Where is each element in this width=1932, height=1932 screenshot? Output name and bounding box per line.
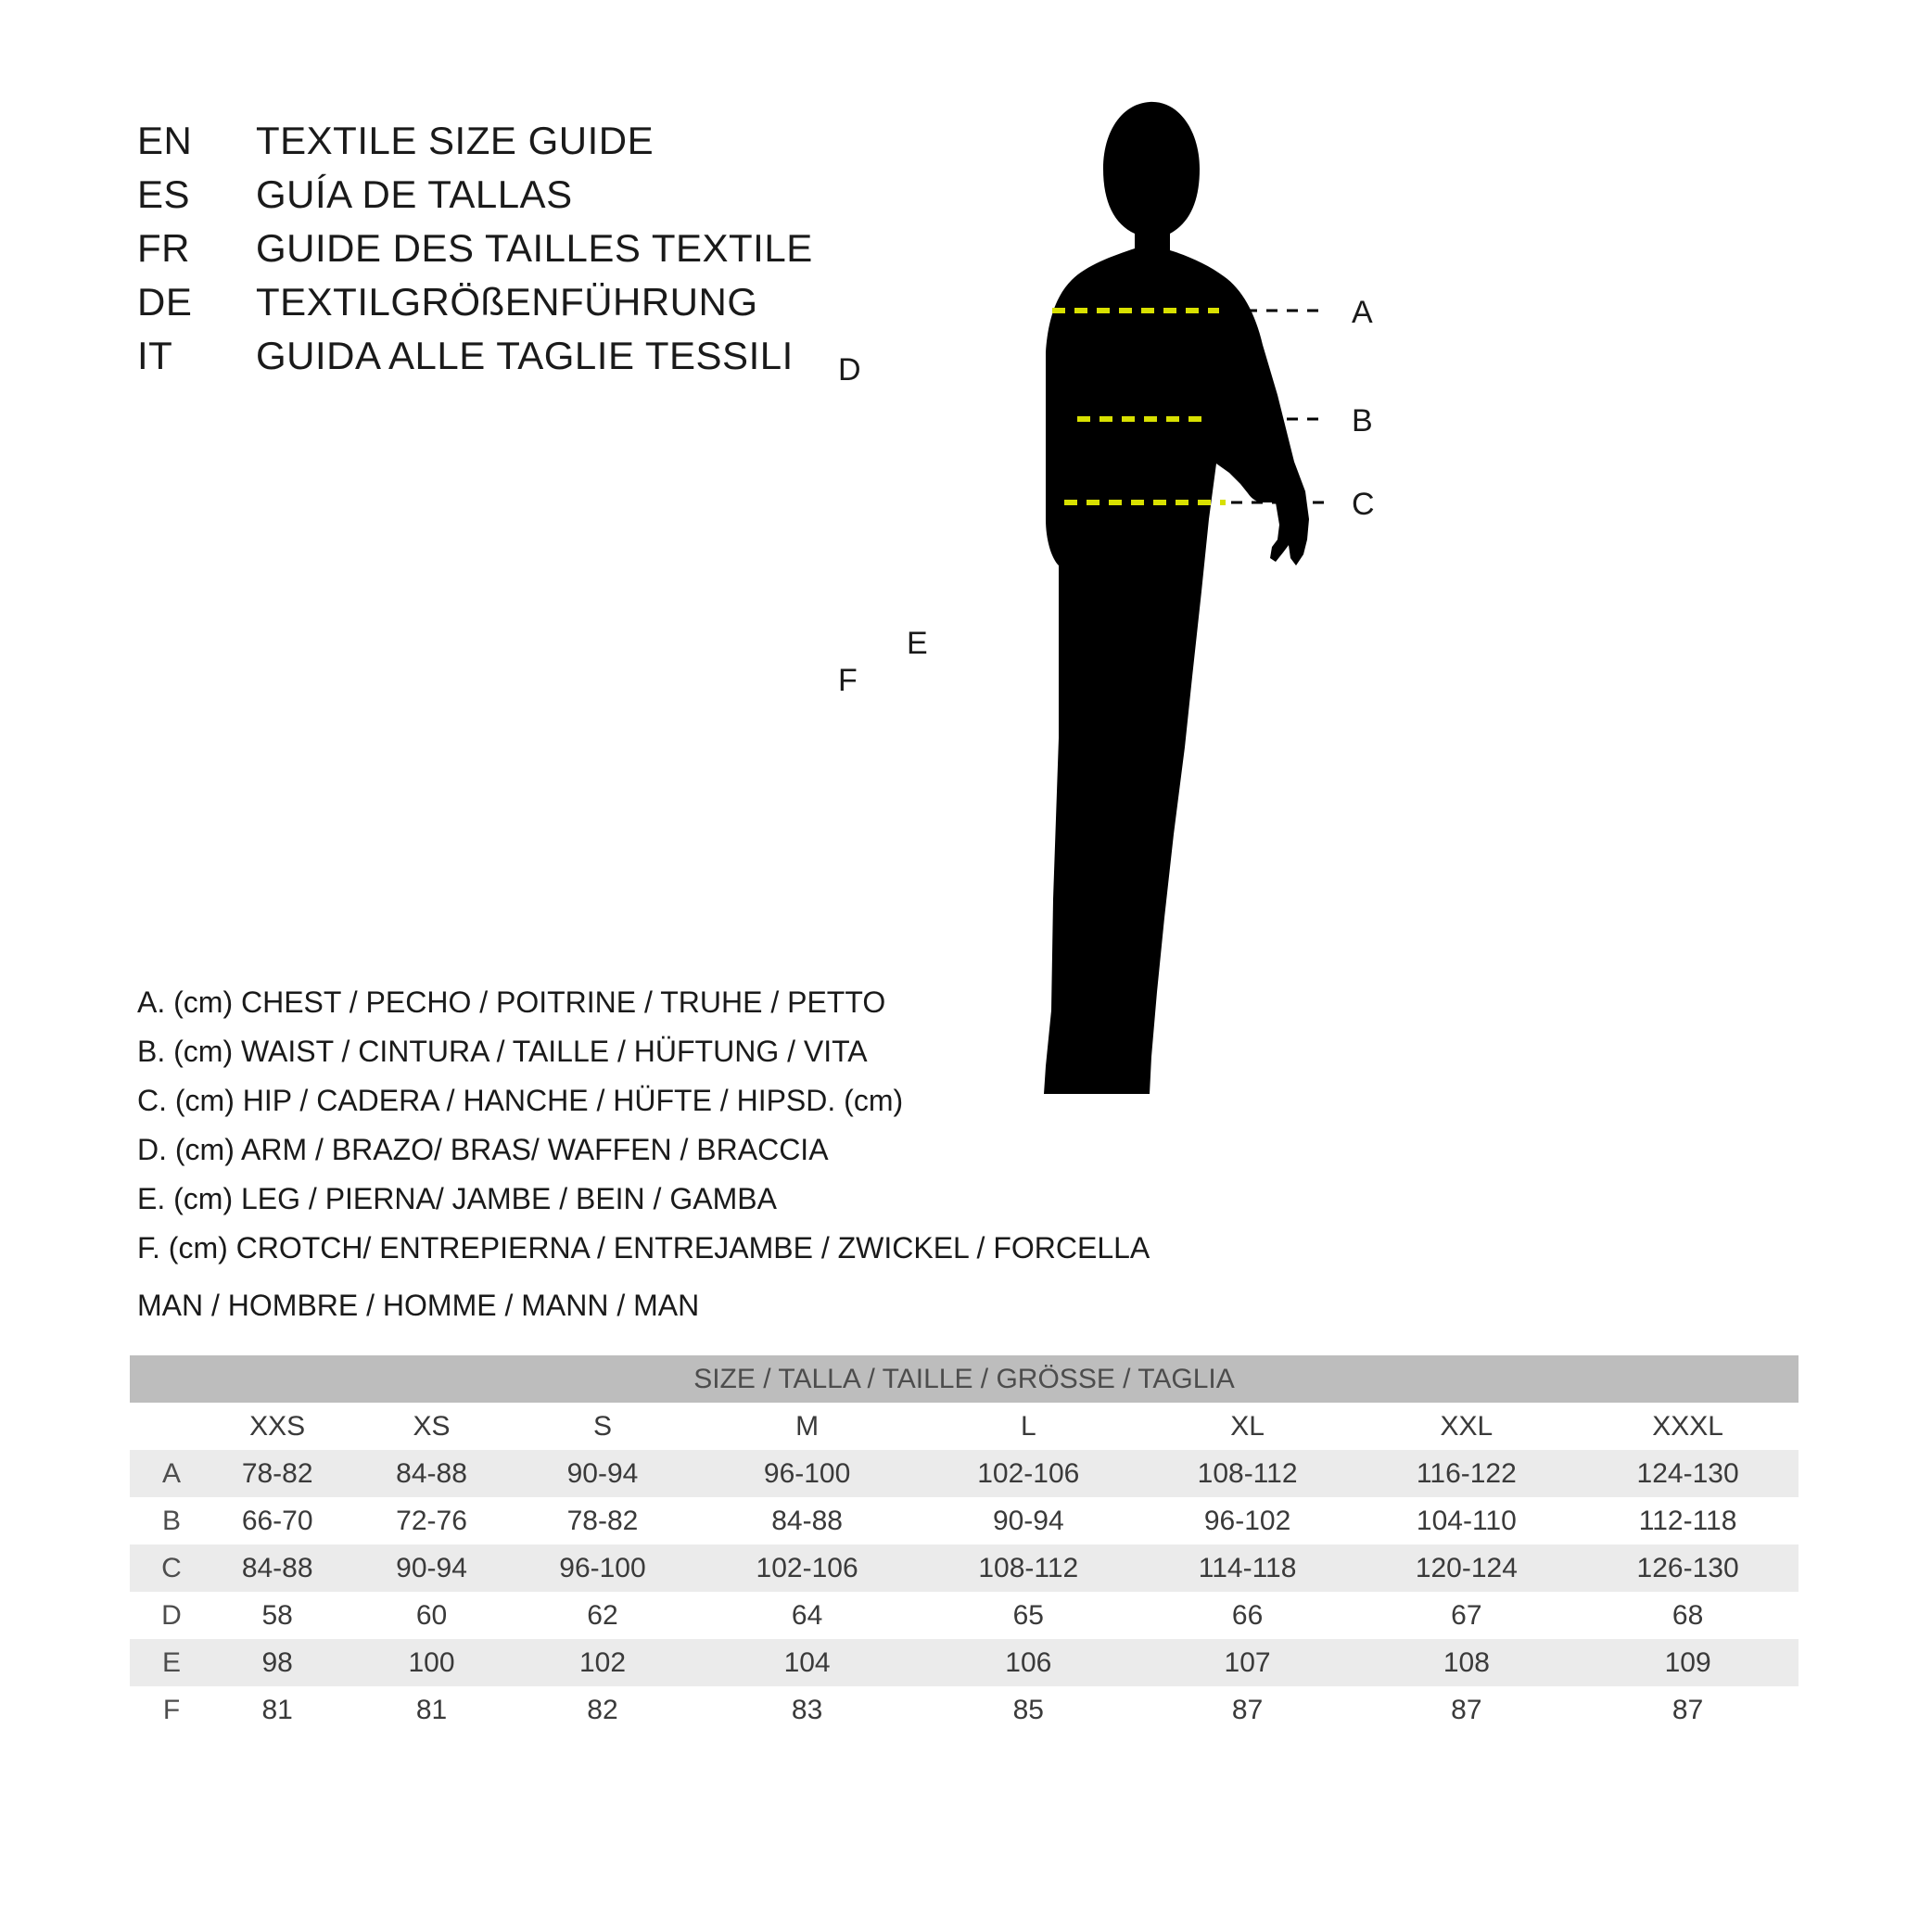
title-lang-fr: FR <box>137 226 190 270</box>
cell-f-xxxl: 87 <box>1577 1686 1799 1734</box>
label-e: E <box>907 626 928 661</box>
cell-f-l: 85 <box>918 1686 1139 1734</box>
column-header-xs: XS <box>354 1403 508 1450</box>
cell-b-xl: 96-102 <box>1139 1497 1356 1544</box>
cell-e-xxl: 108 <box>1356 1639 1578 1686</box>
cell-b-m: 84-88 <box>696 1497 918 1544</box>
cell-a-xxs: 78-82 <box>200 1450 354 1497</box>
cell-b-xxs: 66-70 <box>200 1497 354 1544</box>
cell-b-xs: 72-76 <box>354 1497 508 1544</box>
table-row <box>130 1450 1799 1497</box>
cell-a-xl: 108-112 <box>1139 1450 1356 1497</box>
title-text-it: GUIDA ALLE TAGLIE TESSILI <box>256 334 794 377</box>
cell-a-s: 90-94 <box>509 1450 697 1497</box>
legend-item-b: B. (cm) WAIST / CINTURA / TAILLE / HÜFTUNG / VITA <box>137 1035 868 1068</box>
table-row <box>130 1592 1799 1639</box>
title-row <box>137 172 813 226</box>
table-row <box>130 1686 1799 1734</box>
cell-c-xxs: 84-88 <box>200 1544 354 1592</box>
table-row <box>130 1639 1799 1686</box>
title-lang-de: DE <box>137 280 193 324</box>
cell-d-l: 65 <box>918 1592 1139 1639</box>
cell-f-xxl: 87 <box>1356 1686 1578 1734</box>
title-row <box>137 334 813 388</box>
measure-guides <box>1020 83 1854 1242</box>
table-row <box>130 1544 1799 1592</box>
cell-a-xxxl: 124-130 <box>1577 1450 1799 1497</box>
cell-f-xl: 87 <box>1139 1686 1356 1734</box>
title-lang-it: IT <box>137 334 173 377</box>
cell-d-m: 64 <box>696 1592 918 1639</box>
cell-a-m: 96-100 <box>696 1450 918 1497</box>
cell-e-xxxl: 109 <box>1577 1639 1799 1686</box>
cell-b-xxxl: 112-118 <box>1577 1497 1799 1544</box>
cell-c-m: 102-106 <box>696 1544 918 1592</box>
row-label-c: C <box>130 1544 200 1592</box>
label-f: F <box>838 663 858 698</box>
cell-d-xs: 60 <box>354 1592 508 1639</box>
cell-c-s: 96-100 <box>509 1544 697 1592</box>
cell-d-xxxl: 68 <box>1577 1592 1799 1639</box>
cell-b-l: 90-94 <box>918 1497 1139 1544</box>
column-header-xxs: XXS <box>200 1403 354 1450</box>
column-header-xxl: XXL <box>1356 1403 1578 1450</box>
title-text-fr: GUIDE DES TAILLES TEXTILE <box>256 226 813 270</box>
title-lang-en: EN <box>137 119 193 162</box>
cell-d-s: 62 <box>509 1592 697 1639</box>
column-header-s: S <box>509 1403 697 1450</box>
cell-e-m: 104 <box>696 1639 918 1686</box>
cell-c-xxl: 120-124 <box>1356 1544 1578 1592</box>
legend-item-c: C. (cm) HIP / CADERA / HANCHE / HÜFTE / HIPSD. (cm) <box>137 1084 904 1117</box>
legend-item-d: D. (cm) ARM / BRAZO/ BRAS/ WAFFEN / BRACCIA <box>137 1133 829 1166</box>
table-header-label: SIZE / TALLA / TAILLE / GRÖSSE / TAGLIA <box>130 1355 1799 1403</box>
title-text-en: TEXTILE SIZE GUIDE <box>256 119 655 162</box>
cell-f-xs: 81 <box>354 1686 508 1734</box>
column-header-xl: XL <box>1139 1403 1356 1450</box>
cell-e-xxs: 98 <box>200 1639 354 1686</box>
cell-b-s: 78-82 <box>509 1497 697 1544</box>
cell-f-s: 82 <box>509 1686 697 1734</box>
figure-area <box>838 83 1854 1242</box>
cell-a-l: 102-106 <box>918 1450 1139 1497</box>
label-a: A <box>1352 295 1373 330</box>
column-header-m: M <box>696 1403 918 1450</box>
row-label-a: A <box>130 1450 200 1497</box>
legend-block <box>137 978 1150 1273</box>
cell-e-xl: 107 <box>1139 1639 1356 1686</box>
legend-item-a: A. (cm) CHEST / PECHO / POITRINE / TRUHE / PETTO <box>137 985 886 1019</box>
legend-item-e: E. (cm) LEG / PIERNA/ JAMBE / BEIN / GAMBA <box>137 1182 777 1215</box>
cell-e-s: 102 <box>509 1639 697 1686</box>
size-table <box>130 1355 1799 1734</box>
title-block <box>137 119 813 388</box>
row-label-f: F <box>130 1686 200 1734</box>
column-header-xxxl: XXXL <box>1577 1403 1799 1450</box>
row-label-e: E <box>130 1639 200 1686</box>
cell-a-xxl: 116-122 <box>1356 1450 1578 1497</box>
cell-d-xxl: 67 <box>1356 1592 1578 1639</box>
cell-c-xs: 90-94 <box>354 1544 508 1592</box>
cell-d-xxs: 58 <box>200 1592 354 1639</box>
row-label-b: B <box>130 1497 200 1544</box>
row-label-d: D <box>130 1592 200 1639</box>
cell-f-m: 83 <box>696 1686 918 1734</box>
title-text-de: TEXTILGRÖßENFÜHRUNG <box>256 280 758 324</box>
title-lang-es: ES <box>137 172 191 216</box>
cell-f-xxs: 81 <box>200 1686 354 1734</box>
size-table-wrap <box>130 1355 1799 1734</box>
cell-c-xxxl: 126-130 <box>1577 1544 1799 1592</box>
cell-e-l: 106 <box>918 1639 1139 1686</box>
table-column-header-row <box>130 1403 1799 1450</box>
cell-a-xs: 84-88 <box>354 1450 508 1497</box>
corner-cell <box>130 1403 200 1450</box>
label-c: C <box>1352 487 1375 522</box>
cell-e-xs: 100 <box>354 1639 508 1686</box>
legend-item-f: F. (cm) CROTCH/ ENTREPIERNA / ENTREJAMBE / ZWICKEL / FORCELLA <box>137 1231 1150 1265</box>
cell-c-xl: 114-118 <box>1139 1544 1356 1592</box>
cell-d-xl: 66 <box>1139 1592 1356 1639</box>
column-header-l: L <box>918 1403 1139 1450</box>
table-row <box>130 1497 1799 1544</box>
title-row <box>137 280 813 334</box>
title-row <box>137 119 813 172</box>
title-text-es: GUÍA DE TALLAS <box>256 172 573 216</box>
label-b: B <box>1352 403 1373 439</box>
title-row <box>137 226 813 280</box>
cell-c-l: 108-112 <box>918 1544 1139 1592</box>
label-d: D <box>838 352 861 388</box>
cell-b-xxl: 104-110 <box>1356 1497 1578 1544</box>
gender-label: MAN / HOMBRE / HOMME / MANN / MAN <box>137 1289 700 1322</box>
table-header-bar <box>130 1355 1799 1403</box>
